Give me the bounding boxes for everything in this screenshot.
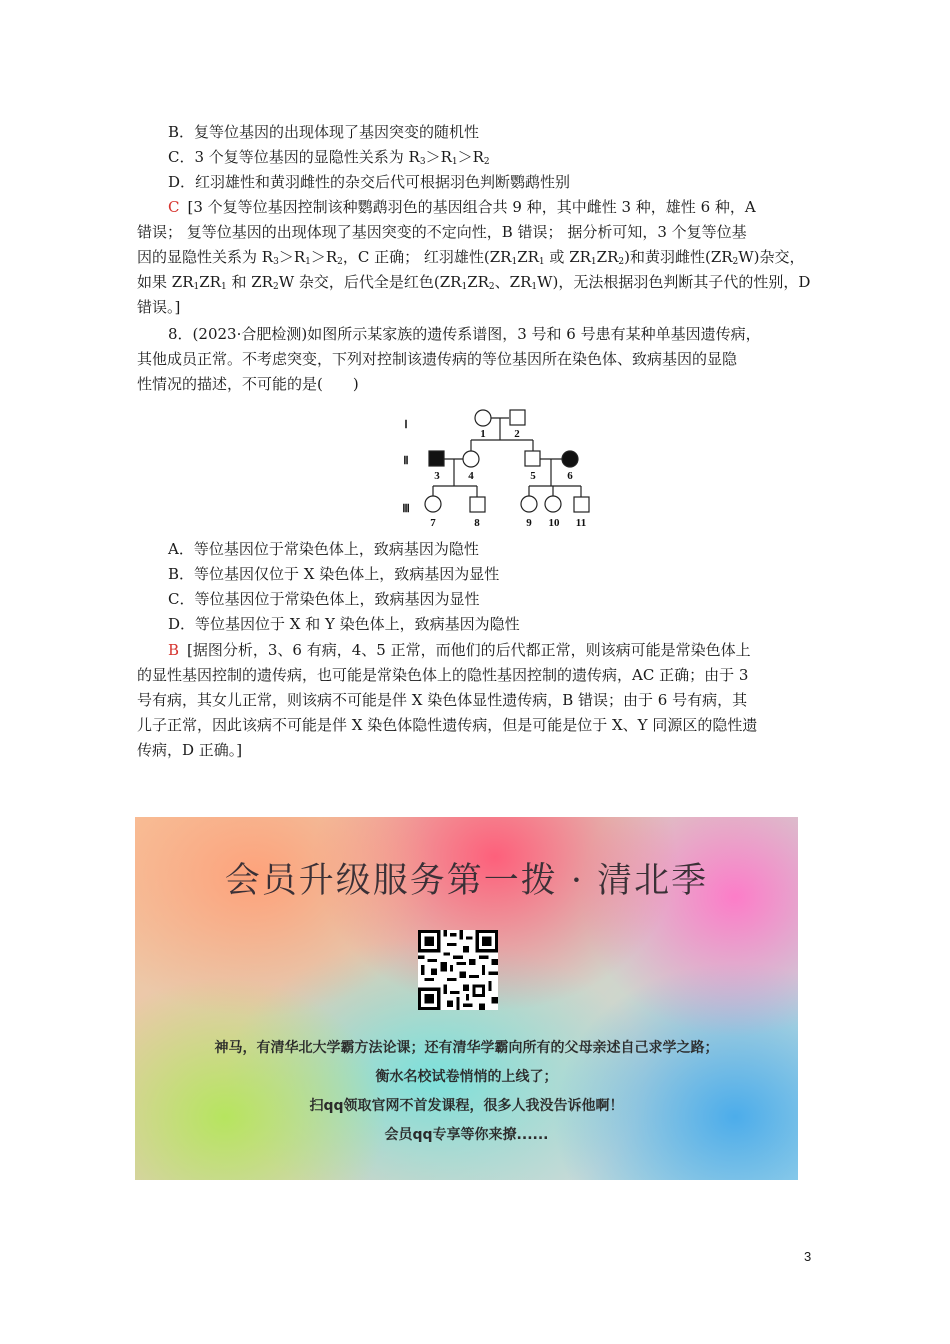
banner-line-1: 神马，有清华北大学霸方法论课；还有清华学霸向所有的父母亲述自己求学之路； xyxy=(214,1040,719,1056)
q7-option-c: C．3 个复等位基因的显隐性关系为 $R_3>R_1>R_2$ xyxy=(168,148,490,167)
member-1-female xyxy=(475,410,491,426)
q8-answer: B xyxy=(168,641,180,659)
member-7-female xyxy=(425,496,441,512)
q7-explanation-line-4: 如果 $ZR_1ZR_1$ 和 $ZR_2W$ 杂交，后代全是红色($ZR_1ZR_2$、$ZR_1W$)，无法根据羽色判断其子代的性别，D xyxy=(137,273,811,292)
member-2-male xyxy=(510,410,525,425)
member-label-5: 5 xyxy=(530,470,536,482)
banner-line-3: 扫qq领取官网不首发课程，很多人我没告诉他啊！ xyxy=(309,1098,624,1114)
pedigree-chart xyxy=(392,402,602,532)
q8-stem-line-1: 8．(2023·合肥检测)如图所示某家族的遗传系谱图，3 号和 6 号患有某种单基因遗传病， xyxy=(168,325,761,343)
member-4-female xyxy=(463,451,479,467)
q8-explanation-line-2: 的显性基因控制的遗传病，也可能是常染色体上的隐性基因控制的遗传病，AC 正确；由于 3 xyxy=(137,666,749,684)
page-number: 3 xyxy=(804,1249,812,1264)
member-10-female xyxy=(545,496,561,512)
member-8-male xyxy=(470,497,485,512)
q7-option-b: B．复等位基因的出现体现了基因突变的随机性 xyxy=(168,123,480,141)
promo-banner[interactable] xyxy=(135,817,798,1180)
member-label-4: 4 xyxy=(468,470,474,482)
member-6-affected-female xyxy=(562,451,578,467)
generation-label-3: Ⅲ xyxy=(402,503,410,515)
member-label-9: 9 xyxy=(526,517,532,529)
q7-answer: C xyxy=(168,198,180,216)
q8-explanation-line-5: 传病，D 正确。] xyxy=(137,741,243,759)
q8-explanation-line-1: B [据图分析，3、6 有病，4、5 正常，而他们的后代都正常，则该病可能是常染色体上 xyxy=(168,641,751,659)
qr-code-icon[interactable] xyxy=(418,930,498,1010)
q8-option-a: A．等位基因位于常染色体上，致病基因为隐性 xyxy=(168,540,479,558)
member-label-7: 7 xyxy=(430,517,436,529)
q7-explanation-line-5: 错误。] xyxy=(137,298,181,316)
q8-option-c: C．等位基因位于常染色体上，致病基因为显性 xyxy=(168,590,480,608)
banner-line-2: 衡水名校试卷悄悄的上线了； xyxy=(375,1069,558,1085)
q7-explanation-line-3: 因的显隐性关系为 $R_3>R_1>R_2$，C 正确； 红羽雄性($ZR_1ZR_1$ 或 $ZR_1ZR_2$)和黄羽雌性$(ZR_2W)$杂交， xyxy=(137,248,805,267)
q8-stem-line-3: 性情况的描述，不可能的是( ) xyxy=(137,375,359,393)
q8-option-d: D．等位基因位于 X 和 Y 染色体上，致病基因为隐性 xyxy=(168,615,520,633)
q8-option-b: B．等位基因仅位于 X 染色体上，致病基因为显性 xyxy=(168,565,500,583)
banner-title: 会员升级服务第一拨 · 清北季 xyxy=(224,861,709,901)
member-11-male xyxy=(574,497,589,512)
member-label-3: 3 xyxy=(434,470,440,482)
member-9-female xyxy=(521,496,537,512)
member-label-11: 11 xyxy=(575,517,587,529)
q8-stem-line-2: 其他成员正常。不考虑突变，下列对控制该遗传病的等位基因所在染色体、致病基因的显隐 xyxy=(137,350,738,368)
member-5-male xyxy=(525,451,540,466)
generation-label-1: Ⅰ xyxy=(404,419,408,431)
q8-explanation-line-3: 号有病，其女儿正常，则该病不可能是伴 X 染色体显性遗传病，B 错误；由于 6 号有病，其 xyxy=(137,691,748,709)
q8-explanation-line-4: 儿子正常，因此该病不可能是伴 X 染色体隐性遗传病，但是可能是位于 X、Y 同源区的隐性遗 xyxy=(137,716,758,734)
q7-explanation-line-1: C [3 个复等位基因控制该种鹦鹉羽色的基因组合共 9 种，其中雌性 3 种，雄性 6 种，A xyxy=(168,198,756,216)
member-label-1: 1 xyxy=(480,428,486,440)
member-label-8: 8 xyxy=(474,517,480,529)
member-label-6: 6 xyxy=(567,470,573,482)
q7-explanation-line-2: 错误； 复等位基因的出现体现了基因突变的不定向性，B 错误； 据分析可知，3 个复等位基 xyxy=(137,223,747,241)
member-label-10: 10 xyxy=(548,517,560,529)
q7-option-d: D．红羽雄性和黄羽雌性的杂交后代可根据羽色判断鹦鹉性别 xyxy=(168,173,571,191)
member-3-affected-male xyxy=(429,451,444,466)
member-label-2: 2 xyxy=(514,428,520,440)
generation-label-2: Ⅱ xyxy=(403,455,409,467)
banner-line-4: 会员qq专享等你来撩...... xyxy=(384,1127,549,1143)
